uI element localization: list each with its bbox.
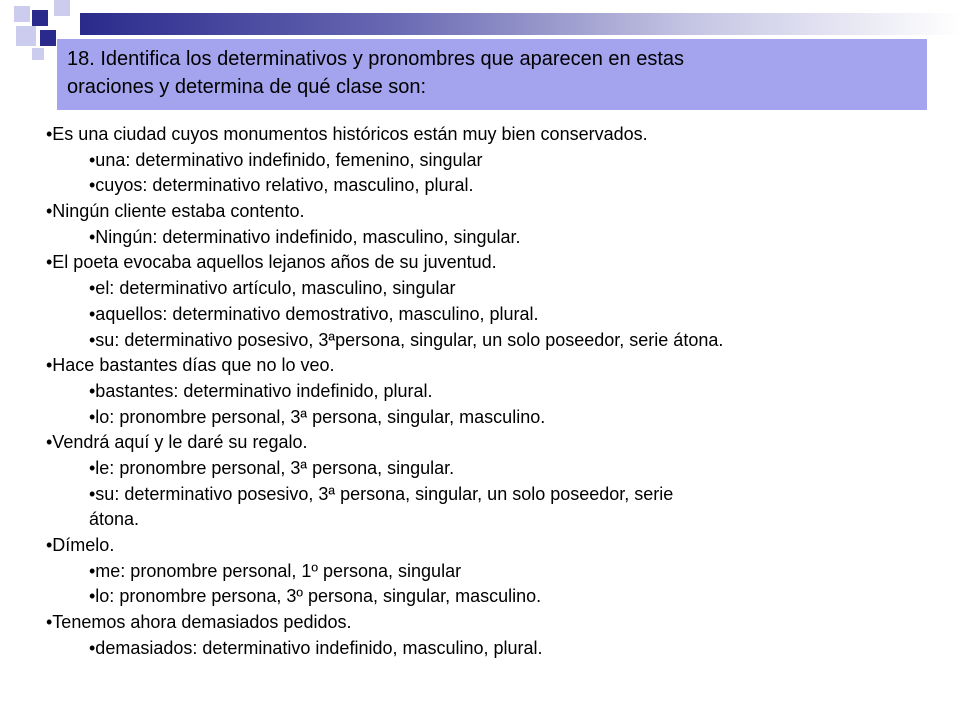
analysis-item: •su: determinativo posesivo, 3ªpersona, singular, un solo poseedor, serie átona. (89, 329, 724, 350)
analysis-item: •lo: pronombre personal, 3ª persona, singular, masculino. (89, 406, 546, 427)
analysis-item: •su: determinativo posesivo, 3ª persona, singular, un solo poseedor, serie (89, 483, 674, 504)
decor-square-1 (14, 6, 30, 22)
analysis-item: •el: determinativo artículo, masculino, singular (89, 278, 456, 299)
sentence-item: •Tenemos ahora demasiados pedidos. (46, 612, 352, 633)
decor-square-6 (32, 48, 44, 60)
analysis-item: •cuyos: determinativo relativo, masculino, plural. (89, 175, 474, 196)
sentence-item: •Es una ciudad cuyos monumentos históricos están muy bien conservados. (46, 124, 648, 144)
slide-title-line-1: 18. Identifica los determinativos y pronombres que aparecen en estas (67, 48, 685, 70)
sentence-item: •Dímelo. (46, 535, 115, 555)
content-list (46, 122, 946, 661)
analysis-item: •una: determinativo indefinido, femenino, singular (89, 149, 483, 170)
slide-title-box (57, 39, 927, 110)
analysis-item: •lo: pronombre persona, 3º persona, singular, masculino. (89, 586, 542, 607)
analysis-item: •me: pronombre personal, 1º persona, singular (89, 560, 462, 581)
analysis-item: •aquellos: determinativo demostrativo, masculino, plural. (89, 303, 539, 324)
analysis-item: •Ningún: determinativo indefinido, masculino, singular. (89, 226, 521, 247)
header-gradient-bar (80, 13, 960, 35)
analysis-item: •demasiados: determinativo indefinido, masculino, plural. (89, 637, 543, 658)
decor-square-3 (54, 0, 70, 16)
sentence-item: •Ningún cliente estaba contento. (46, 201, 305, 222)
slide-title-line-2: oraciones y determina de qué clase son: (67, 76, 427, 98)
sentence-item: •Hace bastantes días que no lo veo. (46, 355, 335, 376)
analysis-item: •le: pronombre personal, 3ª persona, singular. (89, 457, 455, 478)
analysis-item-continuation: átona. (89, 509, 140, 530)
decor-square-5 (40, 30, 56, 46)
analysis-item: •bastantes: determinativo indefinido, plural. (89, 380, 433, 401)
decor-square-4 (16, 26, 36, 46)
sentence-item: •El poeta evocaba aquellos lejanos años de su juventud. (46, 252, 497, 273)
sentence-item: •Vendrá aquí y le daré su regalo. (46, 432, 308, 453)
decor-square-2 (32, 10, 48, 26)
